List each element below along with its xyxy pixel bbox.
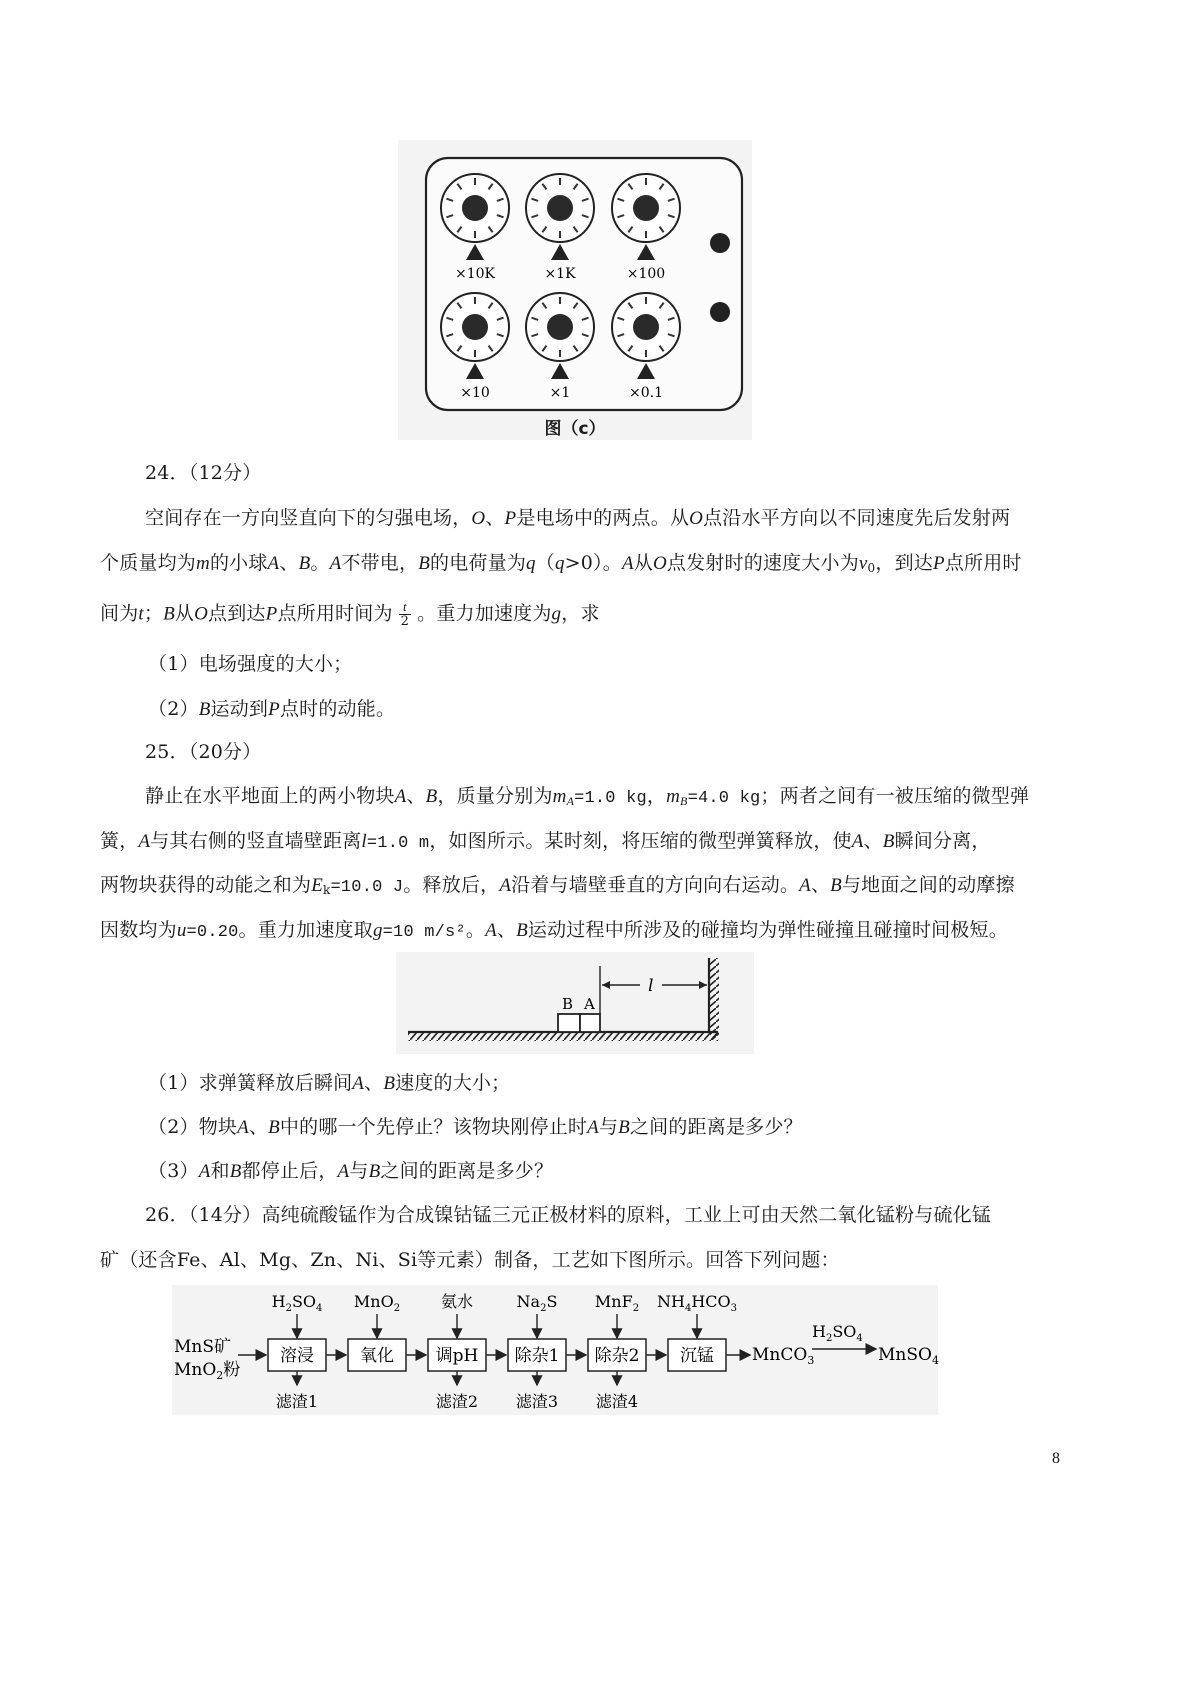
q25-paragraph-line4: 因数均为u=0.20。重力加速度取g=10 m/s²。A、B运动过程中所涉及的碰撞均为弹性碰撞且碰撞时间极短。 (100, 919, 1008, 942)
label-l: l (648, 976, 654, 996)
process-waste-label: 滤渣3 (515, 1392, 559, 1411)
dial-multiplier-label: ×10K (454, 266, 496, 282)
input-mns-ore: MnS矿 (174, 1337, 232, 1357)
q25-paragraph-line3: 两物块获得的动能之和为$E_k=10.0$ J。释放后，A沿着与墙壁垂直的方向向右运动。A、B与地面之间的动摩擦 (100, 874, 1015, 897)
process-step (268, 1292, 346, 1411)
q24-subquestion-2: （2）B运动到P点时的动能。 (148, 698, 396, 720)
process-waste-label: 滤渣1 (275, 1392, 319, 1411)
process-waste-label: 滤渣2 (435, 1392, 479, 1411)
q26-paragraph-line2: 矿（还含Fe、Al、Mg、Zn、Ni、Si等元素）制备，工艺如下图所示。回答下列问题： (100, 1249, 840, 1271)
q24-paragraph-line3: 间为t；B从O点到达P点所用时间为 $\frac{t}{2}$ 。重力加速度为g，求 (100, 599, 600, 629)
q26-paragraph-line1: 26．（14分）高纯硫酸锰作为合成镍钴锰三元正极材料的原料，工业上可由天然二氧化锰粉与硫化锰 (145, 1204, 992, 1226)
q25-paragraph-line2: 簧，A与其右侧的竖直墙壁距离l=1.0 m，如图所示。某时刻，将压缩的微型弹簧释放，使A、B瞬间分离， (100, 830, 991, 853)
process-step (657, 1292, 750, 1371)
process-reagent: 氨水 (440, 1292, 474, 1311)
process-step-label: 沉锰 (680, 1346, 714, 1366)
ground-hatch (408, 1033, 718, 1041)
process-reagent: MnF$_2$ (594, 1292, 640, 1314)
block-a (580, 1014, 600, 1032)
product-mnso4: MnSO$_4$ (878, 1345, 939, 1367)
label-b: B (562, 995, 574, 1013)
dial-multiplier-label: ×0.1 (629, 385, 663, 401)
process-step (348, 1292, 426, 1371)
page-number: 8 (1052, 1450, 1060, 1467)
process-waste-label: 滤渣4 (595, 1392, 639, 1411)
process-reagent: $H_2SO_4$ (271, 1292, 323, 1314)
q24-subquestion-1: （1）电场强度的大小； (148, 653, 353, 675)
fraction-t-over-2: $\frac{t}{2}$ (400, 599, 410, 629)
process-reagent: $NH_4HCO_3$ (656, 1292, 738, 1314)
q24-paragraph-line2: 个质量均为m的小球A、B。A不带电，B的电荷量为q（q>0）。A从O点发射时的速度大小为$v_0$，到达P点所用时 (100, 552, 1022, 575)
q25-figure (396, 952, 754, 1054)
process-reagent: MnO$_2$ (353, 1292, 401, 1314)
process-step (508, 1292, 586, 1411)
process-step-label: 除杂2 (594, 1346, 640, 1366)
q26-flowchart (172, 1285, 938, 1415)
blocks-wall-diagram (396, 952, 754, 1054)
dial-multiplier-label: ×1 (549, 385, 571, 401)
process-step-label: 调pH (435, 1346, 479, 1366)
q25-subquestion-2: （2）物块A、B中的哪一个先停止？该物块刚停止时A与B之间的距离是多少？ (148, 1116, 803, 1138)
figure-c (398, 140, 752, 440)
q25-subquestion-3: （3）A和B都停止后，A与B之间的距离是多少？ (148, 1160, 554, 1182)
wall-hatch (710, 958, 719, 1040)
terminal-top (710, 233, 730, 253)
process-step-label: 除杂1 (514, 1346, 560, 1366)
dial-multiplier-label: ×100 (626, 266, 666, 282)
label-a: A (584, 995, 595, 1013)
dial-multiplier-label: ×1K (544, 266, 576, 282)
block-b (558, 1014, 580, 1032)
arrow-reagent-h2so4: $H_2SO_4$ (812, 1322, 863, 1344)
process-step-label: 氧化 (360, 1346, 394, 1366)
q24-paragraph-line1: 空间存在一方向竖直向下的匀强电场，O、P是电场中的两点。从O点沿水平方向以不同速度先后发射两 (145, 507, 1011, 529)
process-reagent: $Na_2S$ (516, 1292, 558, 1314)
q24-heading: 24．（12分） (145, 462, 262, 484)
figure-c-caption: 图（c） (544, 419, 606, 439)
process-step-label: 溶浸 (280, 1346, 314, 1366)
process-flow-diagram (172, 1285, 938, 1415)
q25-heading: 25．（20分） (145, 741, 262, 763)
q25-paragraph-line1: 静止在水平地面上的两小物块A、B，质量分别为$m_A=1.0$ kg，$m_B=4.0$ kg；两者之间有一被压缩的微型弹 (145, 785, 1030, 808)
input-mno2-powder: MnO$_2$粉 (174, 1360, 241, 1382)
dial-multiplier-label: ×10 (460, 385, 490, 401)
q25-subquestion-1: （1）求弹簧释放后瞬间A、B速度的大小； (148, 1072, 511, 1094)
process-step (428, 1292, 506, 1411)
product-mnco3: MnCO$_3$ (752, 1345, 815, 1367)
terminal-bottom (710, 302, 730, 322)
process-step (588, 1292, 666, 1411)
resistance-box-diagram (398, 140, 752, 440)
